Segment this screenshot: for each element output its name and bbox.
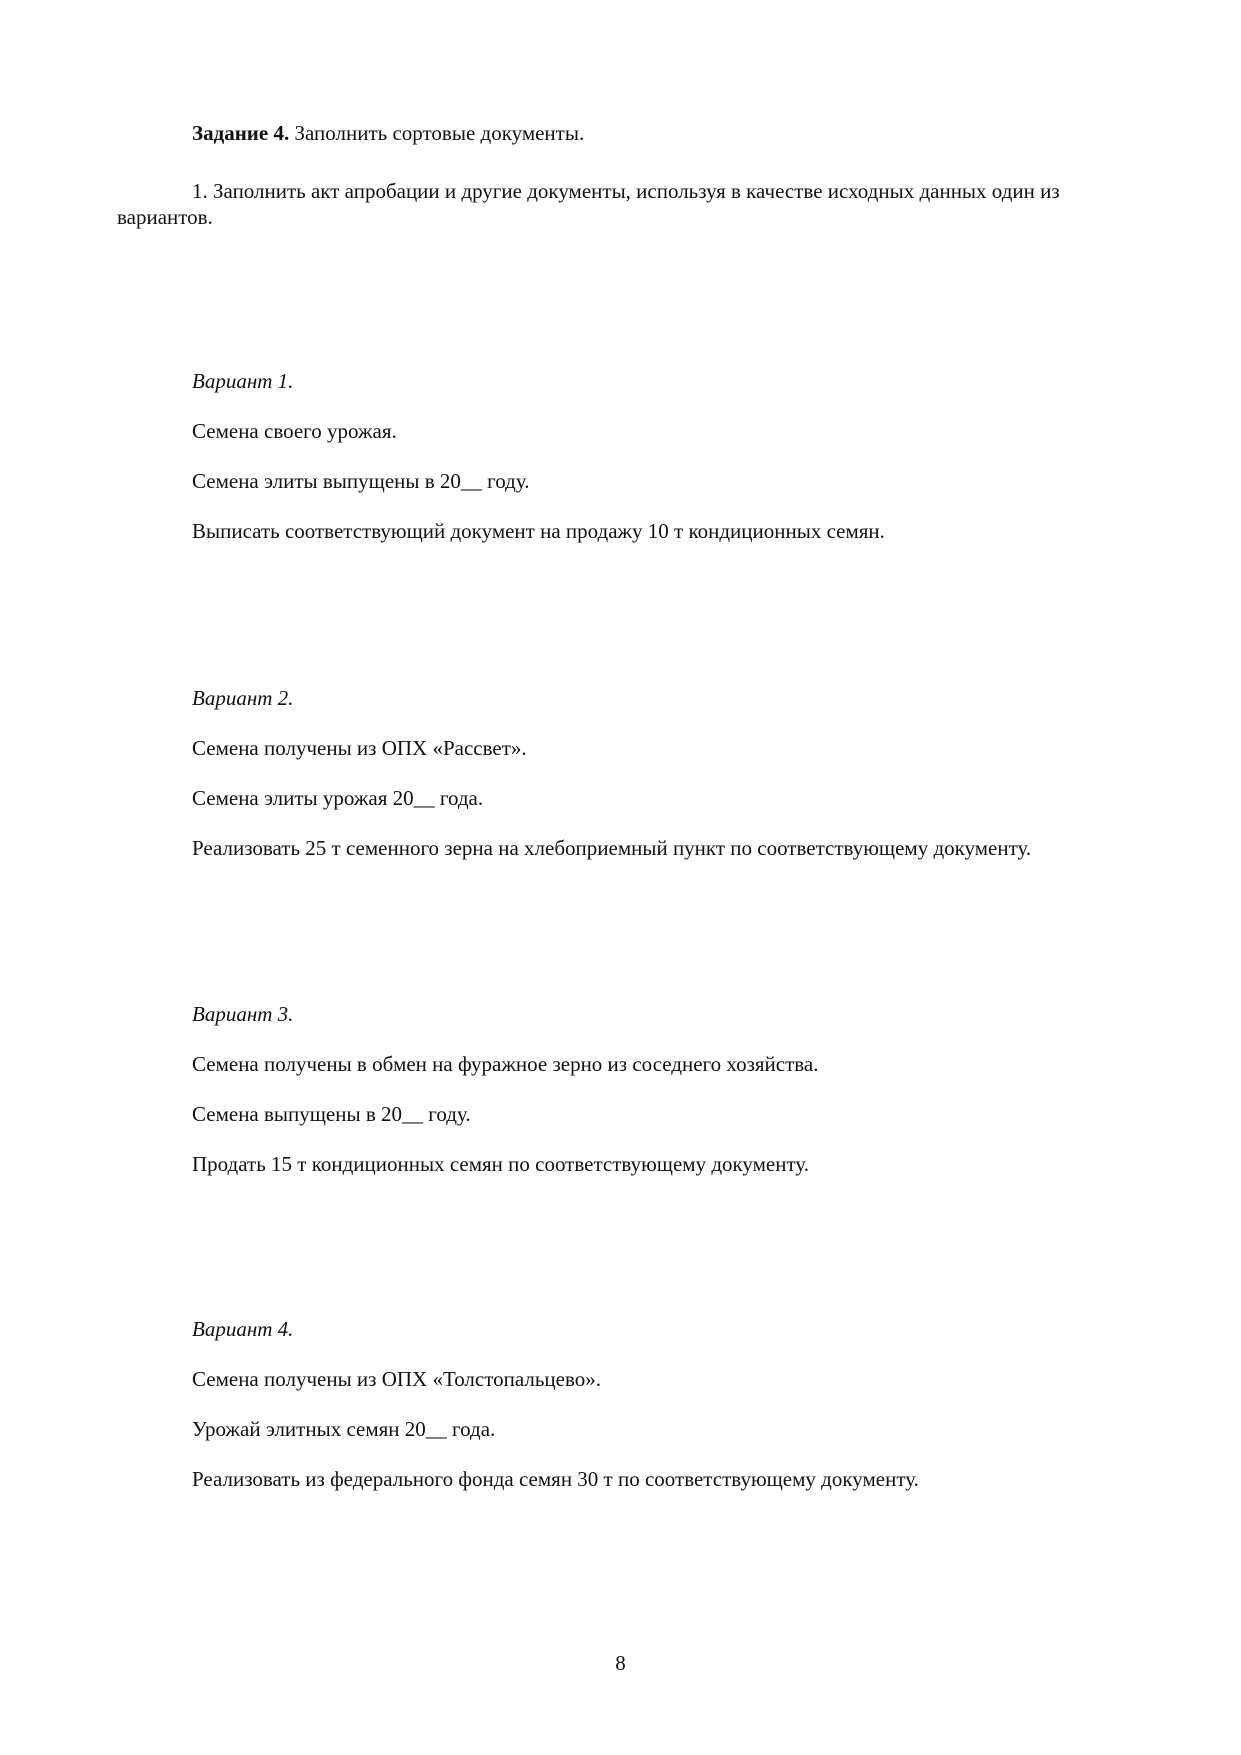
variant-line: Урожай элитных семян 20__ года.: [192, 1417, 496, 1441]
variant-line: Семена получены из ОПХ «Толстопальцево».: [192, 1367, 602, 1391]
intro-paragraph: 1. Заполнить акт апробации и другие документы, используя в качестве исходных данных один из вариантов.: [117, 179, 1060, 229]
page-number: 8: [615, 1651, 626, 1675]
task-label: Задание 4.: [192, 121, 290, 145]
variant-4: [192, 1316, 1152, 1492]
variant-line: Реализовать из федерального фонда семян 30 т по соответствующему документу.: [192, 1467, 919, 1491]
variant-title: Вариант 2.: [192, 686, 294, 710]
variant-title: Вариант 1.: [192, 369, 294, 393]
variant-line: Выписать соответствующий документ на продажу 10 т кондиционных семян.: [192, 519, 885, 543]
variant-2: [192, 685, 1152, 861]
variant-line: Семена своего урожая.: [192, 419, 397, 443]
variant-line: Семена элиты выпущены в 20__ году.: [192, 469, 530, 493]
variant-line: Семена элиты урожая 20__ года.: [192, 786, 484, 810]
variant-1: [192, 368, 1152, 544]
variant-line: Семена выпущены в 20__ году.: [192, 1102, 471, 1126]
variant-line: Реализовать 25 т семенного зерна на хлебоприемный пункт по соответствующему документу.: [192, 836, 1032, 860]
task-text: Заполнить сортовые документы.: [289, 121, 585, 145]
task-heading: [192, 120, 1152, 146]
variant-line: Семена получены в обмен на фуражное зерно из соседнего хозяйства.: [192, 1052, 819, 1076]
variant-line: Семена получены из ОПХ «Рассвет».: [192, 736, 527, 760]
variant-line: Продать 15 т кондиционных семян по соответствующему документу.: [192, 1152, 810, 1176]
variant-title: Вариант 4.: [192, 1317, 294, 1341]
variant-title: Вариант 3.: [192, 1002, 294, 1026]
variant-3: [192, 1001, 1152, 1177]
